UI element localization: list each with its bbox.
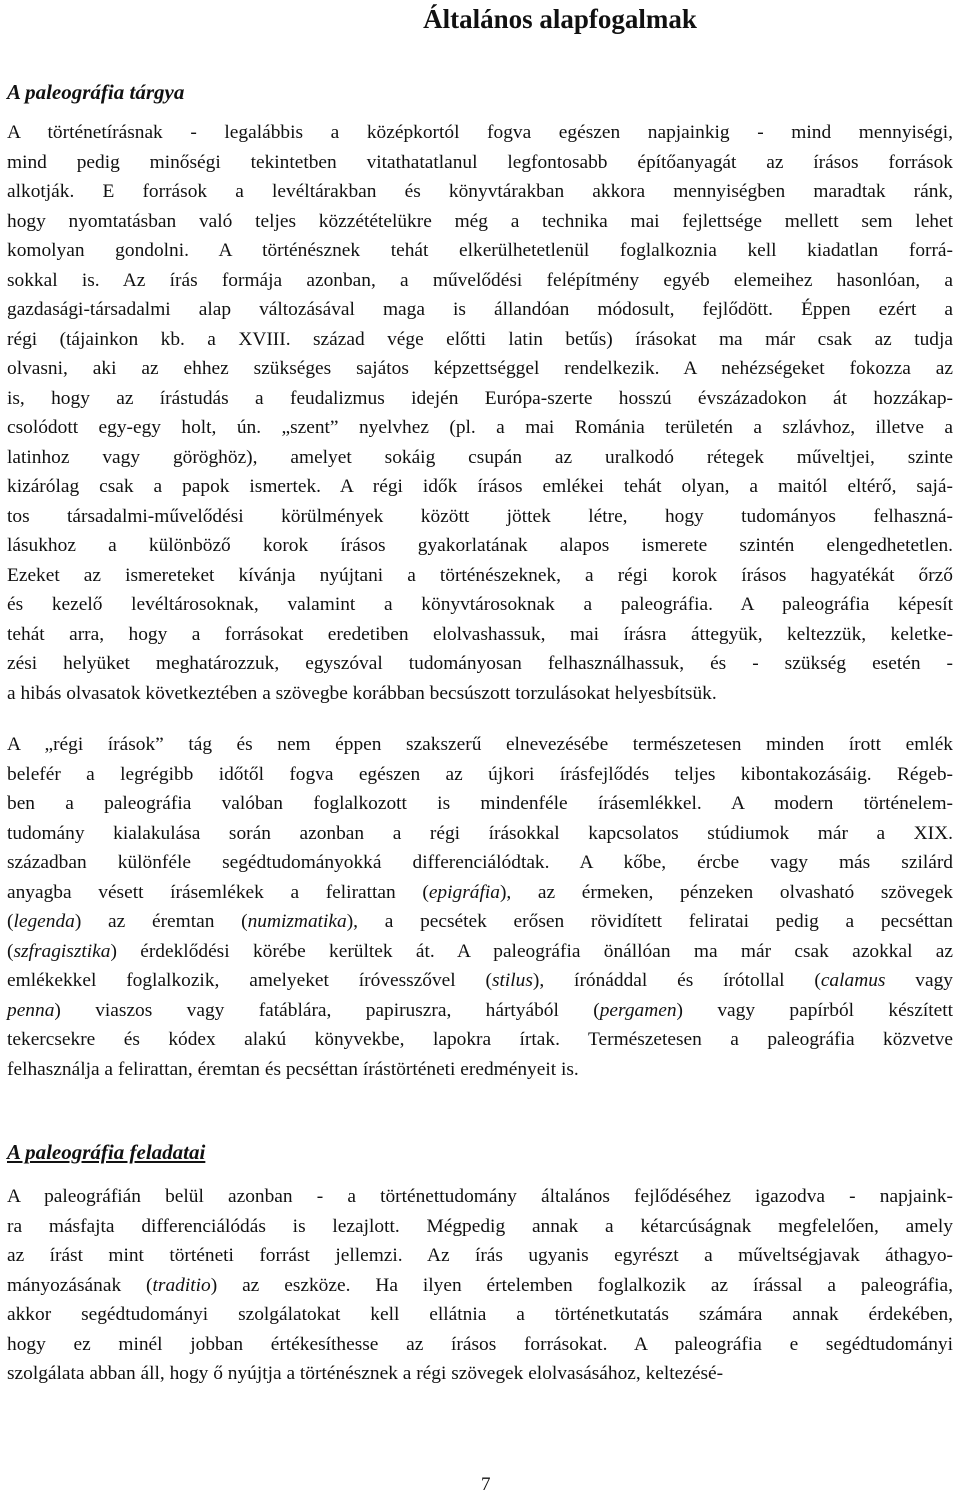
text-line: Ezeket az ismereteket kívánja nyújtani a történészeknek, a régi korok írásos hagyatékát őrző (7, 564, 953, 586)
text-line: régi (tájainkon kb. a XVIII. század vége előtti latin betűs) írásokat ma már csak az tudja (7, 328, 953, 350)
text-line: csolódott egy-egy holt, ún. „szent” nyelvhez (pl. a mai Románia területén a szlávhoz, illetve a (7, 417, 953, 438)
text-line: az írást mint történeti forrást jellemzi. Az írás ugyanis egyrészt a műveltségjavak áthagyo- (7, 1245, 953, 1266)
paragraph-old-writings (7, 730, 953, 1084)
section-heading-subject: A paleográfia tárgya (7, 80, 185, 104)
text-line: emlékekkel foglalkozik, amelyeket íróvesszővel (stilus), írónáddal és írótollal (calamus vagy (7, 970, 953, 991)
page-number: 7 (481, 1474, 491, 1495)
text-line: mind pedig minőségi tekintetben vitathatatlanul legfontosabb építőanyagát az írásos források (7, 151, 953, 173)
text-line: mányozásának (traditio) az eszköze. Ha ilyen értelemben foglalkozik az írással a paleográfia, (7, 1274, 953, 1296)
text-line: szolgálata abban áll, hogy ő nyújtja a történésznek a régi szövegek elolvasásához, keltezésé- (7, 1363, 724, 1384)
text-line: hogy ez minél jobban értékesíthesse az írásos forrásokat. A paleográfia e segédtudományi (7, 1333, 953, 1355)
paragraph-tasks (7, 1182, 953, 1389)
text-line: latinhoz vagy göröghöz), amelyet sokáig csupán az uralkodó rétegek műveltjei, szinte (7, 446, 953, 468)
text-line: tekercsekre és kódex alakú könyvekbe, lapokra írtak. Természetesen a paleográfia közvetve (7, 1029, 953, 1050)
text-line: kizárólag csak a papok ismertek. A régi idők írásos emlékei tehát olyan, a maitól eltérő, sajá- (7, 476, 953, 497)
text-line: A paleográfián belül azonban - a történettudomány általános fejlődéséhez igazodva - napjaink- (7, 1186, 953, 1207)
text-line: is, hogy az írástudás a feudalizmus idején Európa-szerte hosszú évszázadokon át hozzákap- (7, 387, 953, 409)
text-line: a hibás olvasatok következtében a szövegbe korábban becsúszott torzulásokat helyesbítsük. (7, 682, 717, 704)
paragraph-subject-intro (7, 118, 953, 708)
text-line: anyagba vésett írásemlékek a felirattan (epigráfia), az érmeken, pénzeken olvasható szövegek (7, 881, 953, 903)
text-line: A történetírásnak - legalábbis a középkortól fogva egészen napjainkig - mind mennyiségi, (7, 122, 953, 143)
text-line: A „régi írások” tág és nem éppen szakszerű elnevezésébe természetesen minden írott emlék (7, 734, 953, 755)
text-line: hogy nyomtatásban való teljes közzétételükre még a technika mai fejlettsége mellett sem lehet (7, 210, 953, 232)
section-heading-tasks-text: A paleográfia feladatai (7, 1140, 206, 1164)
text-line: komolyan gondolni. A történésznek tehát elkerülhetetlenül foglalkoznia kell kiadatlan forrá- (7, 240, 953, 261)
text-line: (szfragisztika) érdeklődési körébe kerültek át. A paleográfia önállóan ma már csak azokkal az (7, 940, 953, 962)
text-line: belefér a legrégibb időtől fogva egészen az újkori írásfejlődés teljes kibontakozásáig. Régeb- (7, 763, 953, 785)
text-line: akkor segédtudományi szolgálatokat kell ellátnia a történetkutatás számára annak érdekében, (7, 1304, 953, 1325)
text-line: és kezelő levéltárosoknak, valamint a könyvtárosoknak a paleográfia. A paleográfia képesít (7, 594, 953, 615)
text-line: zési helyüket meghatározzuk, egyszóval tudományosan felhasználhassuk, és - szükség esetén - (7, 653, 953, 674)
text-line: olvasni, aki az ehhez szükséges sajátos képzettséggel rendelkezik. A nehézségeket fokozza az (7, 358, 953, 379)
text-line: tudomány kialakulása során azonban a régi írásokkal kapcsolatos stúdiumok már a XIX. (7, 822, 953, 844)
text-line: ra másfajta differenciálódás is lezajlott. Mégpedig annak a kétarcúságnak megfelelően, amely (7, 1215, 953, 1237)
text-line: tehát arra, hogy a forrásokat eredetiben elolvashassuk, mai írásra áttegyük, keltezzük, keletke- (7, 623, 953, 645)
text-line: ben a paleográfia valóban foglalkozott is mindenféle írásemlékkel. A modern történelem- (7, 793, 953, 814)
text-line: tos társadalmi-művelődési körülmények között jöttek létre, hogy tudományos felhaszná- (7, 505, 953, 527)
page-title: Általános alapfogalmak (423, 4, 697, 34)
text-line: gazdasági-társadalmi alap változásával maga is állandóan módosult, fejlődött. Éppen ezért a (7, 299, 953, 320)
text-line: században különféle segédtudományokká differenciálódtak. A kőbe, ércbe vagy más szilárd (7, 852, 953, 873)
text-line: (legenda) az éremtan (numizmatika), a pecsétek erősen rövidített feliratai pedig a pecséttan (7, 911, 953, 932)
text-line: penna) viaszos vagy fatáblára, papiruszra, hártyából (pergamen) vagy papírból készített (7, 999, 953, 1021)
text-line: alkotják. E források a levéltárakban és könyvtárakban akkora mennyiségben maradtak ránk, (7, 181, 953, 202)
section-heading-tasks (7, 1140, 205, 1165)
text-line: lásukhoz a különböző korok írásos gyakorlatának alapos ismerete szintén elengedhetetlen. (7, 535, 953, 556)
text-line: sokkal is. Az írás formája azonban, a művelődési felépítmény egyéb elemeihez hasonlóan, a (7, 269, 953, 291)
text-line: felhasználja a felirattan, éremtan és pecséttan írástörténeti eredményeit is. (7, 1058, 579, 1080)
